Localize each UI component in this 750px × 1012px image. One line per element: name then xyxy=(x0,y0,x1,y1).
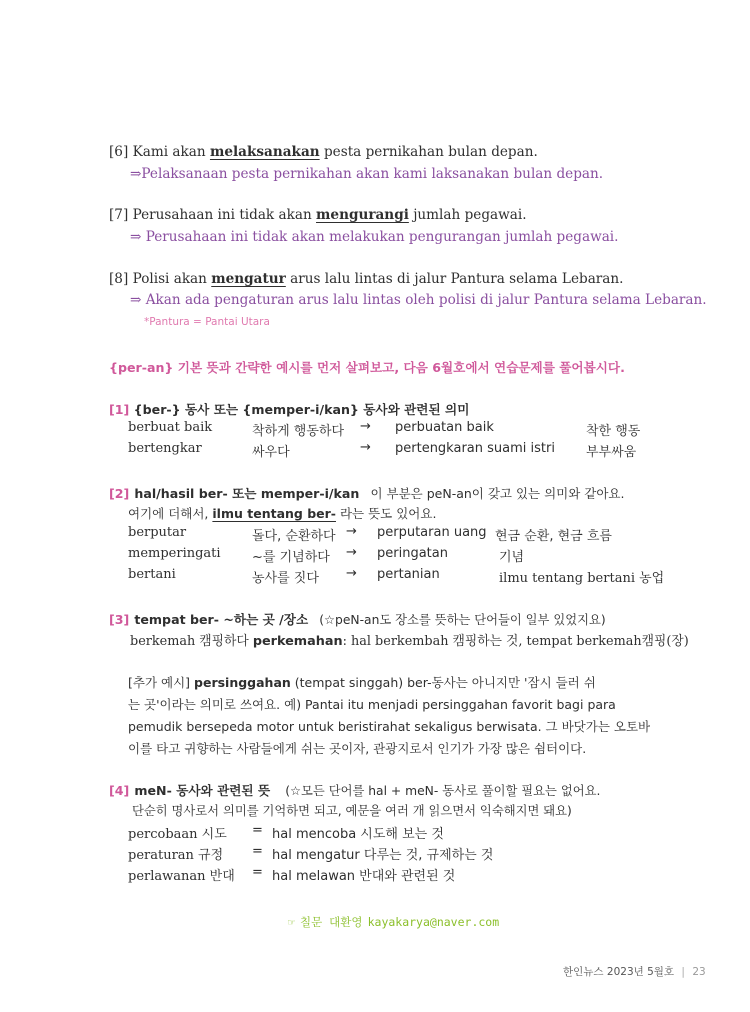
section-description: (☆peN-an도 장소를 뜻하는 단어들이 일부 있었지요) xyxy=(319,613,606,627)
para-tag: [추가 예시] xyxy=(128,675,191,690)
section-3-para-line: 이를 타고 귀향하는 사람들에게 쉬는 곳이자, 관광지로서 인기가 가장 많은 쉼터이다. xyxy=(128,741,587,756)
table-cell: 착한 행동 xyxy=(586,424,641,439)
section-2-note xyxy=(128,504,436,522)
table-cell: peringatan xyxy=(377,546,448,561)
section-title: hal/hasil ber- 또는 memper-i/kan xyxy=(134,486,360,501)
example-text: pesta pernikahan bulan depan. xyxy=(323,144,538,160)
example-text: arus lalu lintas di jalur Pantura selama Lebaran. xyxy=(290,271,624,287)
keyword: ilmu tentang ber- xyxy=(212,506,336,521)
intro-heading: {per-an} 기본 뜻과 간략한 예시를 먼저 살펴보고, 다음 6월호에서 연습문제를 풀어봅시다. xyxy=(109,360,625,375)
publication-label: 한인뉴스 2023년 5월호 xyxy=(563,966,675,978)
example-text: Perusahaan ini tidak akan xyxy=(132,207,312,223)
table-cell: 현금 순환, 현금 흐름 xyxy=(495,529,612,544)
table-cell: 농사를 짓다 xyxy=(252,571,319,586)
keyword: mengatur xyxy=(211,271,286,287)
arrow-icon: → xyxy=(346,566,357,581)
example-6-sentence xyxy=(109,144,538,160)
section-3-example xyxy=(130,630,689,649)
section-3-heading xyxy=(109,609,606,628)
arrow-icon: → xyxy=(360,440,371,455)
section-3-para-line: pemudik bersepeda motor untuk beristirahat sekaligus berwisata. 그 바닷가는 오토바 xyxy=(128,719,651,734)
example-text: jumlah pegawai. xyxy=(413,207,527,223)
contact-line xyxy=(288,911,499,930)
equals-sign: = xyxy=(252,865,263,880)
example-number: [7] xyxy=(109,207,129,223)
example-text: : hal berkembah 캠핑하는 것, tempat berkemah캠핑(장) xyxy=(342,634,689,649)
page-number: 23 xyxy=(692,966,706,978)
section-4-heading xyxy=(109,780,600,799)
keyword: perkemahan xyxy=(252,634,343,649)
section-4-note: 단순히 명사로서 의미를 기억하면 되고, 예문을 여러 개 읽으면서 익숙해지면 돼요) xyxy=(132,804,572,818)
table-cell: hal mengatur 다루는 것, 규제하는 것 xyxy=(272,848,494,863)
table-cell: 부부싸움 xyxy=(586,445,637,460)
section-number: [1] xyxy=(109,402,130,417)
section-number: [4] xyxy=(109,783,130,798)
section-number: [2] xyxy=(109,486,130,501)
table-cell: 기념 xyxy=(499,550,525,565)
table-cell: hal melawan 반대와 관련된 것 xyxy=(272,869,456,884)
example-text: Polisi akan xyxy=(132,271,207,287)
equals-sign: = xyxy=(252,844,263,859)
section-2-heading xyxy=(109,483,624,502)
note-text: 라는 뜻도 있어요. xyxy=(339,506,437,521)
example-number: [8] xyxy=(109,271,129,287)
equals-sign: = xyxy=(252,823,263,838)
example-8-result: ⇒ Akan ada pengaturan arus lalu lintas oleh polisi di jalur Pantura selama Lebaran. xyxy=(130,292,707,308)
table-cell: 돌다, 순환하다 xyxy=(252,529,336,544)
footer-separator: | xyxy=(681,966,685,978)
table-cell: perputaran uang xyxy=(377,525,487,540)
section-3-para-line xyxy=(128,673,596,691)
section-number: [3] xyxy=(109,612,130,627)
section-title: meN- 동사와 관련된 뜻 xyxy=(134,783,271,798)
section-1-heading xyxy=(109,399,469,418)
table-cell: perlawanan 반대 xyxy=(128,869,235,884)
section-description: 이 부분은 peN-an이 갖고 있는 의미와 같아요. xyxy=(370,486,625,501)
table-cell: peraturan 규정 xyxy=(128,848,224,863)
example-7-result: ⇒ Perusahaan ini tidak akan melakukan pengurangan jumlah pegawai. xyxy=(130,229,619,245)
example-6-result: ⇒Pelaksanaan pesta pernikahan akan kami laksanakan bulan depan. xyxy=(130,166,604,182)
table-cell: berbuat baik xyxy=(128,420,213,435)
example-7-sentence xyxy=(109,207,527,223)
keyword: melaksanakan xyxy=(209,144,320,160)
example-number: [6] xyxy=(109,144,129,160)
section-description: (☆모든 단어를 hal + meN- 동사로 풀이할 필요는 없어요. xyxy=(285,784,601,798)
example-text: berkemah 캠핑하다 xyxy=(130,634,249,649)
table-cell: 싸우다 xyxy=(252,445,290,460)
table-cell: perbuatan baik xyxy=(395,420,494,435)
section-title: tempat ber- ~하는 곳 /장소 xyxy=(134,612,309,627)
table-cell: ~를 기념하다 xyxy=(252,550,330,565)
table-cell: pertengkaran suami istri xyxy=(395,441,555,456)
contact-label: 칠문 대환영 xyxy=(300,915,363,929)
keyword: persinggahan xyxy=(194,675,291,690)
pantura-note: *Pantura = Pantai Utara xyxy=(144,316,270,328)
example-8-sentence xyxy=(109,271,623,287)
pointing-hand-icon: ☞ xyxy=(288,915,295,929)
table-cell: pertanian xyxy=(377,567,440,582)
contact-email[interactable]: kayakarya@naver.com xyxy=(367,915,500,929)
table-cell: hal mencoba 시도해 보는 것 xyxy=(272,827,444,842)
section-3-para-line: 는 곳'이라는 의미로 쓰여요. 예) Pantai itu menjadi persinggahan favorit bagi para xyxy=(128,697,616,712)
table-cell: ilmu tentang bertani 농업 xyxy=(499,571,665,586)
table-cell: bertengkar xyxy=(128,441,202,456)
arrow-icon: → xyxy=(346,524,357,539)
section-title: {ber-} 동사 또는 {memper-i/kan} 동사와 관련된 의미 xyxy=(133,402,470,417)
keyword: mengurangi xyxy=(316,207,409,223)
example-text: Kami akan xyxy=(132,144,206,160)
note-text: 여기에 더해서, xyxy=(128,506,209,521)
page-footer xyxy=(563,964,706,979)
arrow-icon: → xyxy=(346,545,357,560)
arrow-icon: → xyxy=(360,419,371,434)
para-text: (tempat singgah) ber-동사는 아니지만 '잠시 들러 쉬 xyxy=(294,675,596,690)
table-cell: memperingati xyxy=(128,546,221,561)
table-cell: percobaan 시도 xyxy=(128,827,227,842)
table-cell: berputar xyxy=(128,525,187,540)
table-cell: 착하게 행동하다 xyxy=(252,424,345,439)
table-cell: bertani xyxy=(128,567,176,582)
